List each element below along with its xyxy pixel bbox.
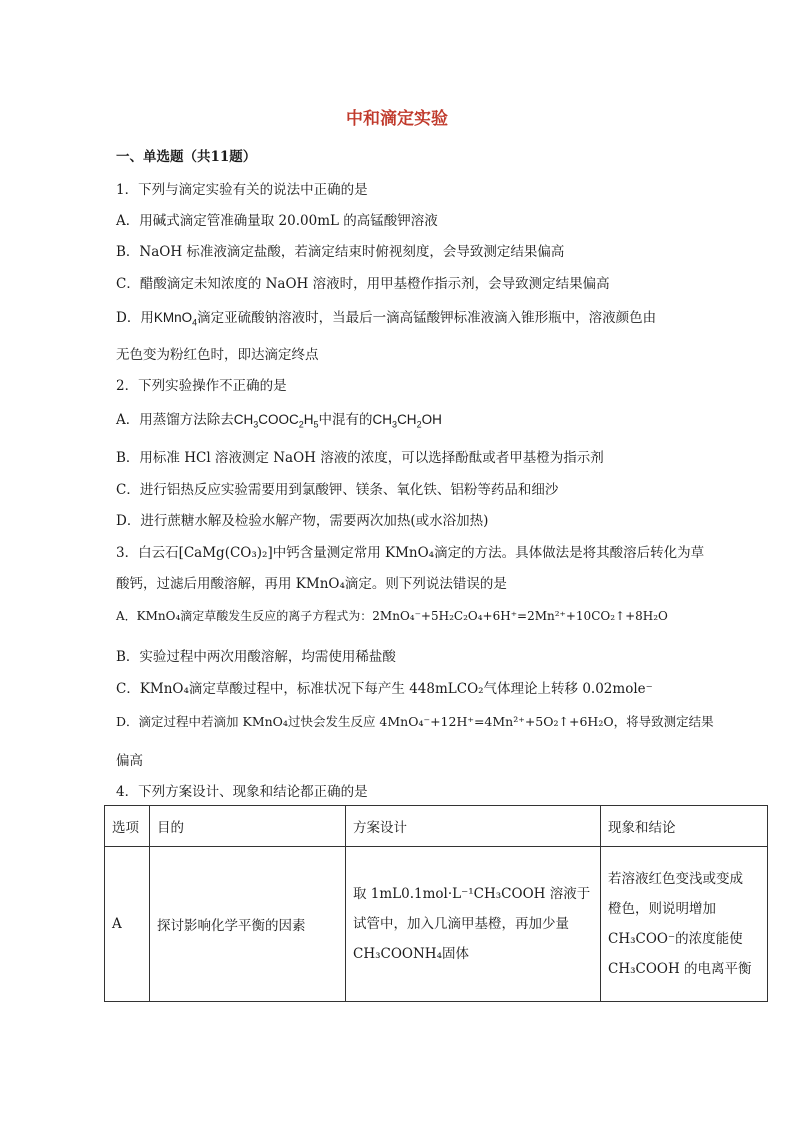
header-cell: 选项 — [105, 806, 150, 847]
q2-option-b: B．用标准 HCl 溶液测定 NaOH 溶液的浓度，可以选择酚酞或者甲基橙为指示剂 — [116, 450, 604, 466]
q3-stem-line1: 3．白云石[CaMg(CO₃)₂]中钙含量测定常用 KMnO₄滴定的方法。具体做法是将其酸溶后转化为草 — [116, 545, 705, 561]
header-cell: 目的 — [150, 806, 346, 847]
q3-stem-line2: 酸钙，过滤后用酸溶解，再用 KMnO₄滴定。则下列说法错误的是 — [116, 576, 507, 592]
q1-option-c: C．醋酸滴定未知浓度的 NaOH 溶液时，用甲基橙作指示剂，会导致测定结果偏高 — [116, 276, 610, 292]
q3-option-d: D．滴定过程中若滴加 KMnO₄过快会发生反应 4MnO₄⁻+12H⁺=4Mn²⁺+5O₂↑+6H₂O，将导致测定结果 — [116, 714, 714, 729]
header-cell: 方案设计 — [346, 806, 601, 847]
ethyl-acetate-formula: $CH_3COOC_2H_5$ — [233, 412, 319, 430]
q3-option-a: A．KMnO₄滴定草酸发生反应的离子方程式为：2MnO₄⁻+5H₂C₂O₄+6H⁺=2Mn²⁺+10CO₂↑+8H₂O — [116, 609, 668, 623]
q3-option-d-cont: 偏高 — [116, 753, 143, 769]
q1-option-d-cont: 无色变为粉红色时，即达滴定终点 — [116, 347, 319, 363]
q1-option-b: B．NaOH 标准液滴定盐酸，若滴定结束时俯视刻度，会导致测定结果偏高 — [116, 244, 565, 260]
q2-option-c: C．进行铝热反应实验需要用到氯酸钾、镁条、氧化铁、铝粉等药品和细沙 — [116, 482, 559, 498]
kmno4-formula: KMnO$_4$ — [153, 310, 198, 328]
page-title: 中和滴定实验 — [346, 109, 448, 129]
option-cell: A — [105, 847, 150, 1002]
q1-option-a: A．用碱式滴定管准确量取 20.00mL 的高锰酸钾溶液 — [116, 213, 438, 229]
table-row — [105, 847, 768, 1002]
table-header-row — [105, 806, 768, 847]
q4-stem: 4．下列方案设计、现象和结论都正确的是 — [116, 784, 368, 800]
section-heading: 一、单选题（共11题） — [116, 149, 257, 165]
q3-option-c: C．KMnO₄滴定草酸过程中，标准状况下每产生 448mLCO₂气体理论上转移 0.02mole⁻ — [116, 681, 653, 697]
result-cell: 若溶液红色变浅或变成 橙色，则说明增加 CH₃COO⁻的浓度能使 CH₃COOH 的电离平衡 — [601, 847, 768, 1002]
q2-stem: 2．下列实验操作不正确的是 — [116, 378, 287, 394]
q2-option-d: D．进行蔗糖水解及检验水解产物，需要两次加热(或水浴加热) — [116, 513, 489, 529]
q1-stem: 1．下列与滴定实验有关的说法中正确的是 — [116, 182, 368, 198]
q2-option-a: A．用蒸馏方法除去$CH_3COOC_2H_5$中混有的$CH_3CH_2OH$ — [116, 412, 442, 430]
design-cell: 取 1mL0.1mol·L⁻¹CH₃COOH 溶液于 试管中，加入几滴甲基橙，再加少量 CH₃COONH₄固体 — [346, 847, 601, 1002]
scheme-table — [104, 805, 768, 1002]
header-cell: 现象和结论 — [601, 806, 768, 847]
q1-option-d: D．用KMnO$_4$滴定亚硫酸钠溶液时，当最后一滴高锰酸钾标准液滴入锥形瓶中，溶液颜色由 — [116, 310, 657, 328]
purpose-cell: 探讨影响化学平衡的因素 — [150, 847, 346, 1002]
ethanol-formula: $CH_3CH_2OH$ — [372, 412, 442, 430]
q3-option-b: B．实验过程中两次用酸溶解，均需使用稀盐酸 — [116, 649, 396, 665]
